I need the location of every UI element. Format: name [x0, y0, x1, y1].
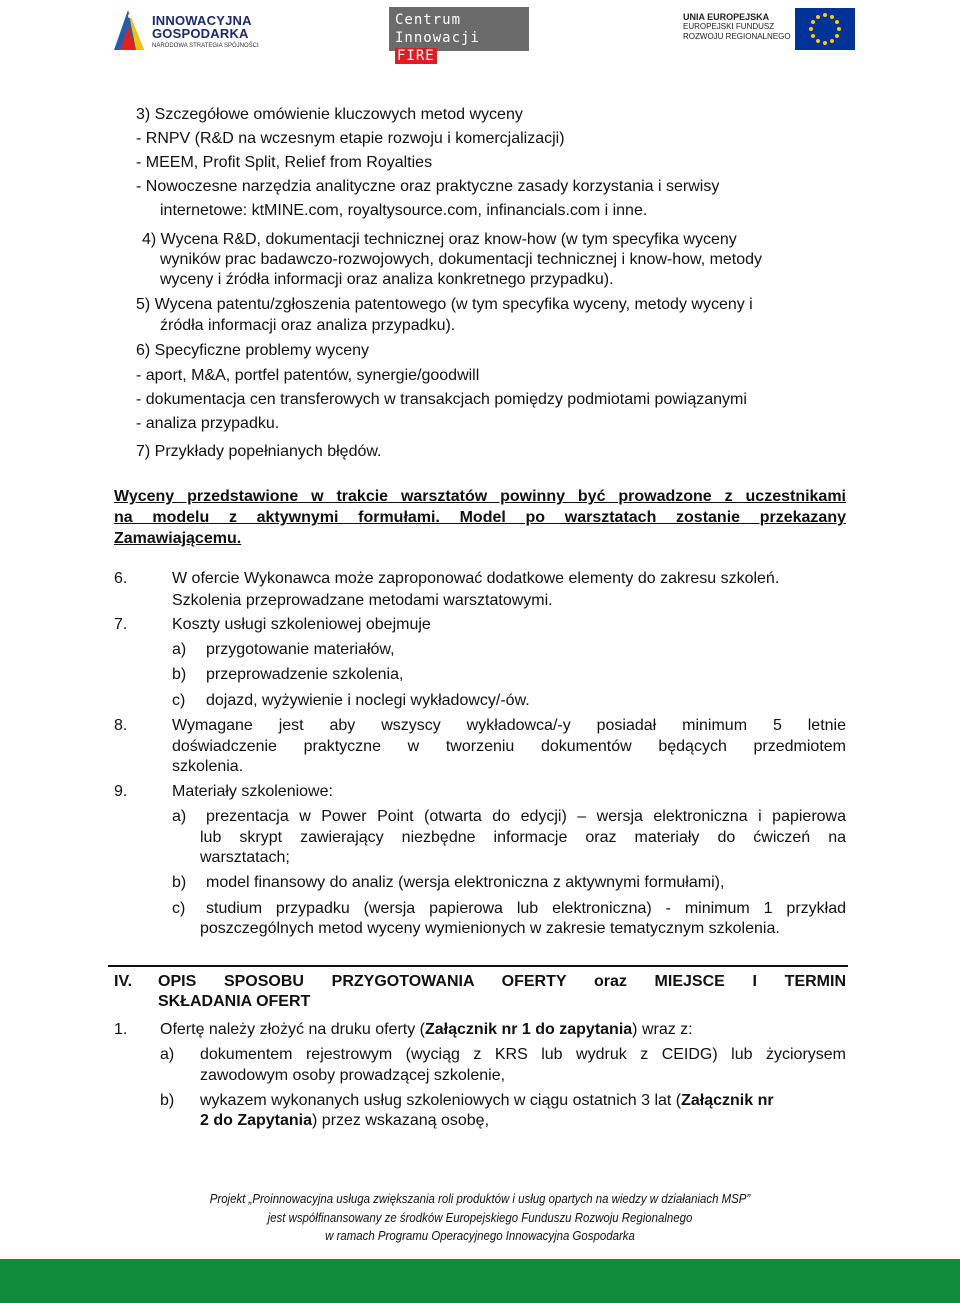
cif-fire: FIRE [397, 48, 435, 64]
chapter-divider [108, 965, 848, 967]
cif-line2a: Innowacji [395, 30, 480, 46]
attachment-1-ref: Załącznik nr 1 do zapytania [425, 1021, 633, 1038]
point-9-c-letter: c) [172, 900, 186, 917]
notice-line3: Zamawiającemu. [114, 530, 242, 547]
ig-title-line2: GOSPODARKA [152, 26, 249, 41]
section6-item-2: - dokumentacja cen transferowych w transakcjach pomiędzy podmiotami powiązanymi [136, 391, 747, 408]
point-9-line1: Materiały szkoleniowe: [172, 783, 333, 800]
chapter4-sub-a-line1: dokumentem rejestrowym (wyciąg z KRS lub wydruk z CEIDG) lub życiorysem [200, 1046, 846, 1063]
centrum-innowacji-fire-logo [389, 7, 529, 64]
chapter4-sub-b-letter: b) [160, 1092, 175, 1109]
point-8-line1: Wymagane jest aby wszyscy wykładowca/-y posiadał minimum 5 letnie [172, 717, 846, 734]
point-7-b-letter: b) [172, 666, 187, 683]
ig-emblem-icon [110, 6, 148, 54]
point-9-c-line1: studium przypadku (wersja papierowa lub elektroniczna) - minimum 1 przykład [206, 900, 846, 917]
point-7-num: 7. [114, 616, 128, 633]
attachment-2-ref-part1: Załącznik nr [681, 1092, 774, 1109]
ig-title-line1: INNOWACYJNA [152, 13, 252, 28]
point-8-line3: szkolenia. [172, 758, 244, 775]
cif-line1: Centrum [395, 12, 462, 28]
point-6-line2: Szkolenia przeprowadzane metodami warsztatowymi. [172, 592, 553, 609]
point-7-b-text: przeprowadzenie szkolenia, [206, 666, 404, 683]
section4-line1: 4) Wycena R&D, dokumentacji technicznej oraz know-how (w tym specyfika wyceny [142, 231, 737, 248]
point-9-b-letter: b) [172, 874, 187, 891]
chapter4-sub-b-line2: 2 do Zapytania) przez wskazaną osobę, [200, 1112, 490, 1129]
point-7-c-letter: c) [172, 692, 186, 709]
section6-heading: 6) Specyficzne problemy wyceny [136, 342, 369, 359]
section4-line3: wyceny i źródła informacji oraz analiza konkretnego przypadku). [160, 271, 614, 288]
point-6-line1: W ofercie Wykonawca może zaproponować dodatkowe elementy do zakresu szkoleń. [172, 570, 780, 587]
point-6-num: 6. [114, 570, 128, 587]
chapter4-sub-a-line2: zawodowym osoby prowadzącej szkolenie, [200, 1067, 506, 1084]
section5-line1: 5) Wycena patentu/zgłoszenia patentowego (w tym specyfika wyceny, metody wyceny i [136, 296, 753, 313]
section6-item-3: - analiza przypadku. [136, 415, 280, 432]
point-7-a-text: przygotowanie materiałów, [206, 641, 395, 658]
point-7-c-text: dojazd, wyżywienie i noclegi wykładowcy/-ów. [206, 692, 530, 709]
ue-line1: UNIA EUROPEJSKA [683, 12, 770, 22]
section3-item-1: - RNPV (R&D na wczesnym etapie rozwoju i komercjalizacji) [136, 130, 565, 147]
chapter4-item1-text: Ofertę należy złożyć na druku oferty (Załącznik nr 1 do zapytania) wraz z: [160, 1021, 693, 1038]
point-9-a-line2: lub skrypt zawierający niezbędne informacje oraz materiały do ćwiczeń na [200, 829, 846, 846]
section3-item-3-cont: internetowe: ktMINE.com, royaltysource.com, infinancials.com i inne. [160, 202, 648, 219]
chapter4-item1-num: 1. [114, 1021, 128, 1038]
point-9-num: 9. [114, 783, 128, 800]
ue-line3: ROZWOJU REGIONALNEGO [683, 32, 791, 41]
footer-line1: Projekt „Proinnowacyjna usługa zwiększania roli produktów i usług opartych na wiedzy w działaniach MSP” [209, 1191, 751, 1206]
ig-subtitle: NARODOWA STRATEGIA SPÓJNOŚCI [152, 43, 259, 49]
eu-flag-icon [795, 8, 855, 50]
section6-item-1: - aport, M&A, portfel patentów, synergie/goodwill [136, 367, 480, 384]
notice-line1: Wyceny przedstawione w trakcie warsztatów powinny być prowadzone z uczestnikami [114, 488, 846, 505]
point-9-c-line2: poszczególnych metod wyceny wymienionych w zakresie tematycznym szkolenia. [200, 920, 780, 937]
section4-line2: wyników prac badawczo-rozwojowych, dokumentacji technicznej i know-how, metody [160, 251, 763, 268]
section5-line2: źródła informacji oraz analiza przypadku). [160, 317, 456, 334]
notice-line2: na modelu z aktywnymi formułami. Model po warsztatach zostanie przekazany [114, 509, 846, 526]
chapter4-title-line2: SKŁADANIA OFERT [158, 993, 311, 1010]
section7-heading: 7) Przykłady popełnianych błędów. [136, 443, 382, 460]
attachment-2-ref-part2: 2 do Zapytania [200, 1112, 313, 1129]
point-9-a-letter: a) [172, 808, 187, 825]
footer-line3: w ramach Programu Operacyjnego Innowacyjna Gospodarka [325, 1228, 635, 1243]
point-7-line1: Koszty usługi szkoleniowej obejmuje [172, 616, 431, 633]
section3-item-2: - MEEM, Profit Split, Relief from Royalties [136, 154, 433, 171]
point-9-a-line3: warsztatach; [200, 849, 290, 866]
section3-heading: 3) Szczegółowe omówienie kluczowych metod wyceny [136, 106, 523, 123]
unia-europejska-logo [683, 8, 855, 52]
point-8-num: 8. [114, 717, 128, 734]
ue-line2: EUROPEJSKI FUNDUSZ [683, 22, 775, 31]
chapter4-sub-b-line1: wykazem wykonanych usług szkoleniowych w ciągu ostatnich 3 lat (Załącznik nr [200, 1092, 774, 1109]
point-9-b-line1: model finansowy do analiz (wersja elektroniczna z aktywnymi formułami), [206, 874, 725, 891]
section3-item-3: - Nowoczesne narzędzia analityczne oraz praktyczne zasady korzystania i serwisy [136, 178, 720, 195]
chapter4-num: IV. [114, 973, 133, 990]
innowacyjna-gospodarka-logo [110, 2, 280, 56]
footer-line2: jest współfinansowany ze środków Europejskiego Funduszu Rozwoju Regionalnego [267, 1210, 693, 1225]
point-8-line2: doświadczenie praktyczne w tworzeniu dokumentów będących przedmiotem [172, 738, 846, 755]
chapter4-title-line1: OPIS SPOSOBU PRZYGOTOWANIA OFERTY oraz MIEJSCE I TERMIN [158, 973, 846, 990]
point-9-a-line1: prezentacja w Power Point (otwarta do edycji) – wersja elektroniczna i papierowa [206, 808, 846, 825]
chapter4-sub-a-letter: a) [160, 1046, 175, 1063]
footer-green-bar [0, 1259, 960, 1303]
point-7-a-letter: a) [172, 641, 187, 658]
